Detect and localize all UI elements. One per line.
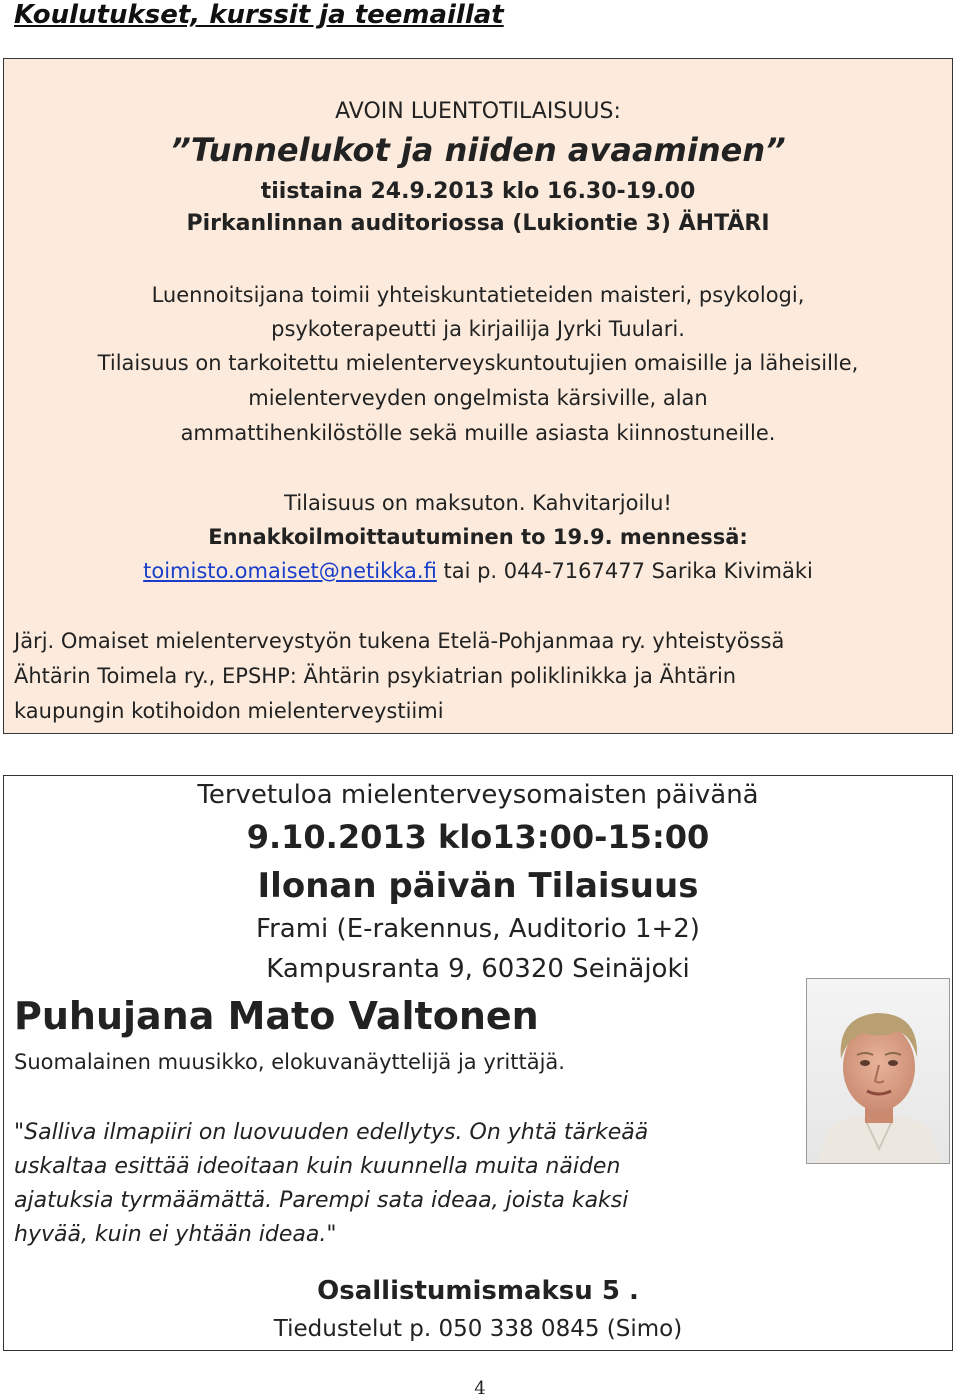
event2-venue: Frami (E-rakennus, Auditorio 1+2): [256, 914, 700, 944]
event2-title: Ilonan päivän Tilaisuus: [257, 866, 699, 906]
registration-deadline: Ennakkoilmoittautuminen to 19.9. mennessä:: [208, 525, 748, 549]
open-quote-mark: ”: [170, 131, 191, 169]
speaker-description: Suomalainen muusikko, elokuvanäyttelijä ja yrittäjä.: [14, 1050, 565, 1074]
quote-line: hyvää, kuin ei yhtään ideaa.": [14, 1222, 337, 1247]
organizer-line: Järj. Omaiset mielenterveystyön tukena Etelä-Pohjanmaa ry. yhteistyössä: [14, 629, 785, 653]
event-box-tunnelukot: [3, 58, 953, 734]
participation-fee: Osallistumismaksu 5 .: [317, 1276, 639, 1306]
description-line: ammattihenkilöstölle sekä muille asiasta kiinnostuneille.: [180, 421, 776, 445]
organizer-line: Ähtärin Toimela ry., EPSHP: Ähtärin psykiatrian poliklinikka ja Ähtärin: [14, 664, 737, 688]
description-line: Luennoitsijana toimii yhteiskuntatieteiden maisteri, psykologi,: [151, 283, 805, 307]
description-line: mielenterveyden ongelmista kärsiville, alan: [248, 386, 708, 410]
page-number: 4: [474, 1378, 486, 1399]
event-datetime: tiistaina 24.9.2013 klo 16.30-19.00: [260, 179, 696, 204]
close-quote-mark: ”: [765, 131, 786, 169]
quote-line: uskaltaa esittää ideoitaan kuin kuunnella muita näiden: [14, 1154, 621, 1179]
free-info: Tilaisuus on maksuton. Kahvitarjoilu!: [284, 491, 672, 515]
event2-datetime: 9.10.2013 klo13:00-15:00: [246, 818, 710, 856]
email-link[interactable]: toimisto.omaiset@netikka.fi: [143, 559, 437, 583]
inquiries-line: Tiedustelut p. 050 338 0845 (Simo): [273, 1316, 683, 1342]
speaker-name: Puhujana Mato Valtonen: [14, 994, 539, 1038]
contact-phone: tai p. 044-7167477 Sarika Kivimäki: [436, 559, 813, 583]
event-venue: Pirkanlinnan auditoriossa (Lukiontie 3) ÄHTÄRI: [186, 211, 770, 236]
event2-address: Kampusranta 9, 60320 Seinäjoki: [266, 954, 690, 984]
description-line: psykoterapeutti ja kirjailija Jyrki Tuulari.: [271, 317, 685, 341]
event-title-text: Tunnelukot ja niiden avaaminen: [190, 131, 766, 169]
event-kicker: AVOIN LUENTOTILAISUUS:: [335, 99, 621, 124]
welcome-line: Tervetuloa mielenterveysomaisten päivänä: [197, 780, 759, 810]
quote-line: ajatuksia tyrmäämättä. Parempi sata ideaa, joista kaksi: [14, 1188, 629, 1213]
page-heading: Koulutukset, kurssit ja teemaillat: [14, 0, 504, 30]
organizer-line: kaupungin kotihoidon mielenterveystiimi: [14, 699, 444, 723]
speaker-photo: [806, 978, 950, 1164]
speaker-portrait-illustration: [807, 979, 950, 1164]
quote-line: "Salliva ilmapiiri on luovuuden edellytys. On yhtä tärkeää: [14, 1120, 649, 1145]
description-line: Tilaisuus on tarkoitettu mielenterveyskuntoutujien omaisille ja läheisille,: [97, 351, 859, 375]
event-title: [4, 131, 952, 169]
contact-line: [4, 559, 952, 583]
